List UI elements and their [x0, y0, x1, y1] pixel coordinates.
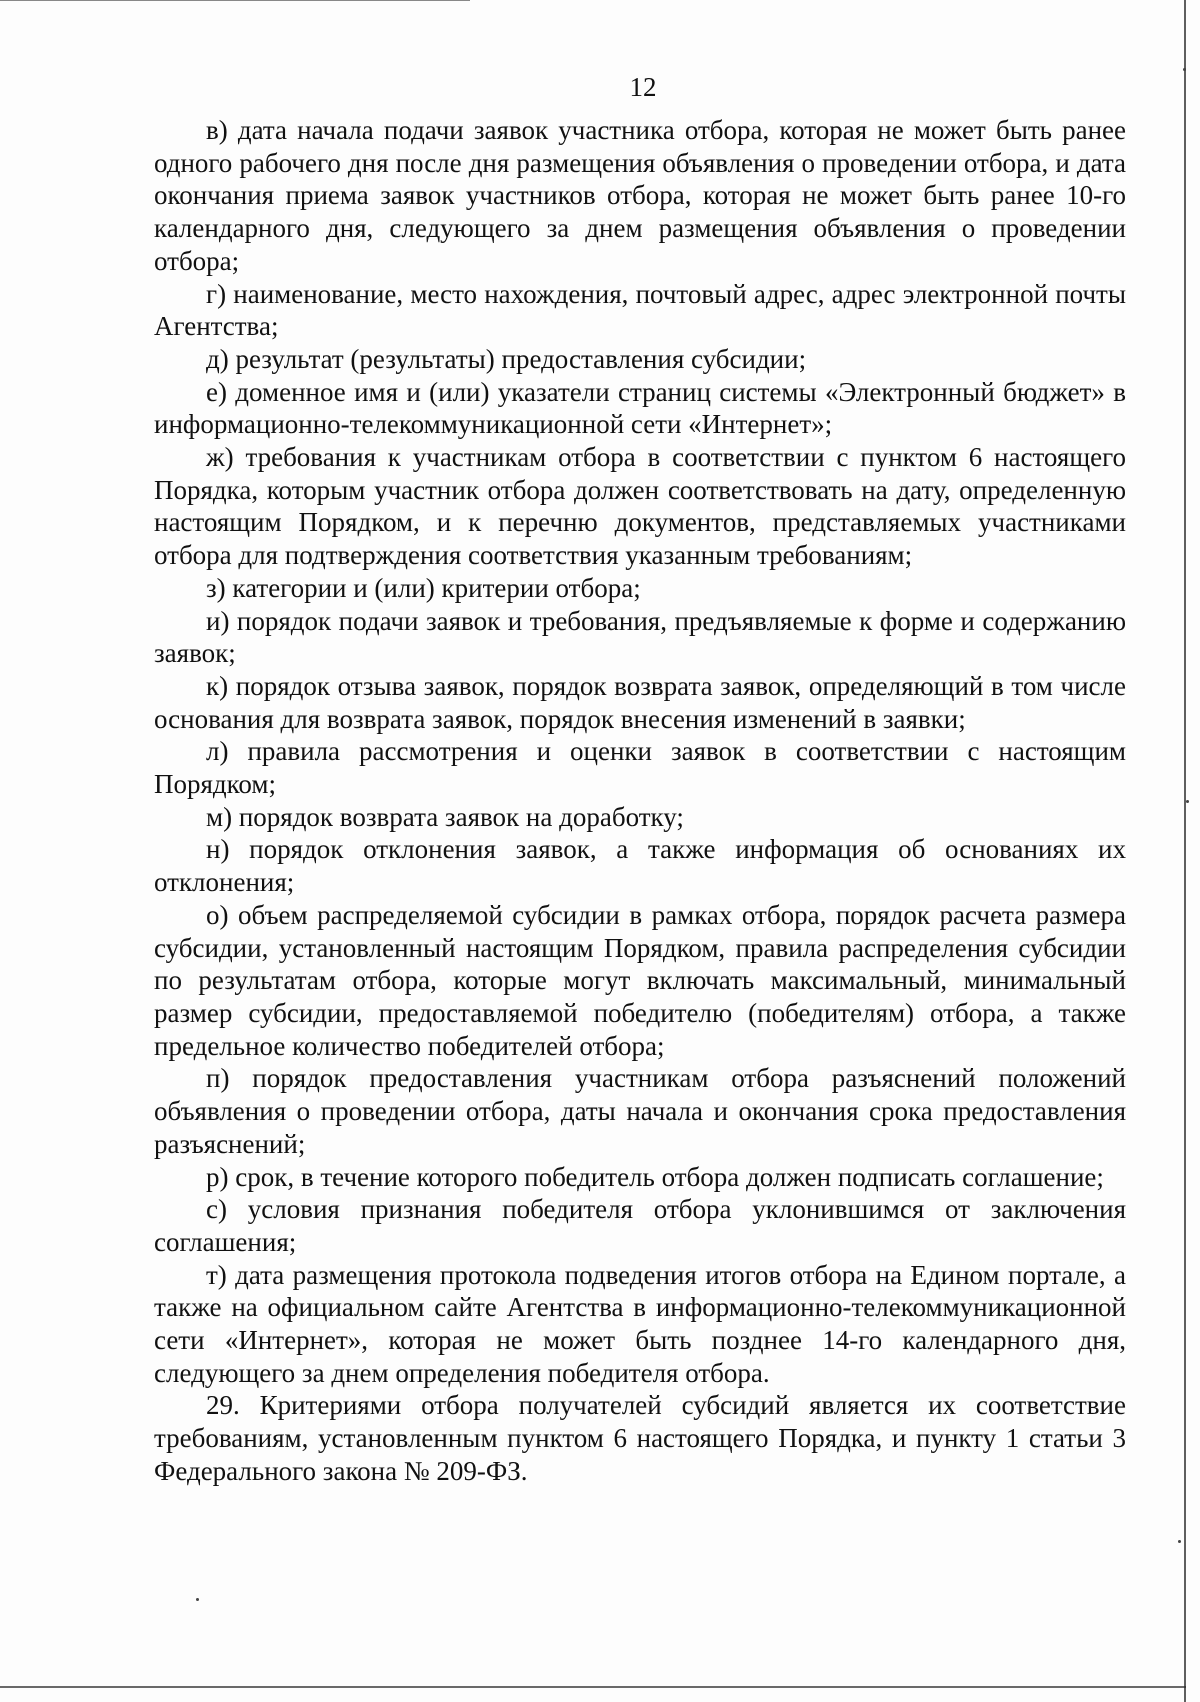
paragraph-e: е) доменное имя и (или) указатели страниц системы «Электронный бюджет» в информационно-телекоммуникационной сети «Интернет»;	[154, 376, 1126, 440]
paragraph-m: м) порядок возврата заявок на доработку;	[206, 801, 684, 832]
paragraph-s: с) условия признания победителя отбора уклонившимся от заключения соглашения;	[154, 1194, 1126, 1257]
paragraph-29: 29. Критериями отбора получателей субсидий является их соответствие требованиям, установленным пунктом 6 настоящего Порядка, и пункту 1 статьи 3 Федерального закона № 209-ФЗ.	[154, 1390, 1126, 1486]
paragraph-n: н) порядок отклонения заявок, а также информация об основаниях их отклонения;	[154, 834, 1126, 898]
paragraph-d: д) результат (результаты) предоставления субсидии;	[206, 343, 807, 374]
paragraph-g: г) наименование, место нахождения, почтовый адрес, адрес электронной почты Агентства;	[154, 278, 1126, 342]
scan-speck	[1186, 800, 1189, 803]
paragraph-r: р) срок, в течение которого победитель отбора должен подписать соглашение;	[206, 1161, 1104, 1192]
scan-speck	[196, 1598, 199, 1601]
paragraph-z: з) категории и (или) критерии отбора;	[206, 572, 641, 603]
paragraph-t: т) дата размещения протокола подведения итогов отбора на Едином портале, а также на официальном сайте Агентства в информационно-телекоммуникационной сети «Интернет», которая не может быть позднее 14-го календарного дня, следующего за днем определения победителя отбора.	[154, 1259, 1126, 1388]
scan-speck	[1178, 1540, 1181, 1543]
paragraph-o: о) объем распределяемой субсидии в рамках отбора, порядок расчета размера субсидии, установленный настоящим Порядком, правила распределения субсидии по результатам отбора, которые могут включать максимальный, минимальный размер субсидии, предоставляемой победителю (победителям) отбора, а также предельное количество победителей отбора;	[154, 899, 1126, 1061]
scan-speck	[1183, 68, 1186, 71]
scan-edge-bottom	[0, 1686, 1186, 1688]
paragraph-p: п) порядок предоставления участникам отбора разъяснений положений объявления о проведении отбора, даты начала и окончания срока предоставления разъяснений;	[154, 1063, 1126, 1159]
paragraph-l: л) правила рассмотрения и оценки заявок в соответствии с настоящим Порядком;	[154, 736, 1126, 800]
paragraph-i: и) порядок подачи заявок и требования, предъявляемые к форме и содержанию заявок;	[154, 605, 1126, 669]
page-number: 12	[629, 72, 657, 102]
scan-edge-top	[0, 0, 470, 1]
paragraph-zh: ж) требования к участникам отбора в соответствии с пунктом 6 настоящего Порядка, которым участник отбора должен соответствовать на дату, определенную настоящим Порядком, и к перечню документов, представляемых участниками отбора для подтверждения соответствия указанным требованиям;	[154, 442, 1126, 571]
paragraph-k: к) порядок отзыва заявок, порядок возврата заявок, определяющий в том числе основания для возврата заявок, порядок внесения изменений в заявки;	[154, 670, 1126, 734]
document-body	[154, 114, 1126, 1488]
paragraph-v: в) дата начала подачи заявок участника отбора, которая не может быть ранее одного рабочего дня после дня размещения объявления о проведении отбора, и дата окончания приема заявок участников отбора, которая не может быть ранее 10-го календарного дня, следующего за днем размещения объявления о проведении отбора;	[154, 115, 1126, 276]
scan-edge-right	[1184, 0, 1186, 1702]
